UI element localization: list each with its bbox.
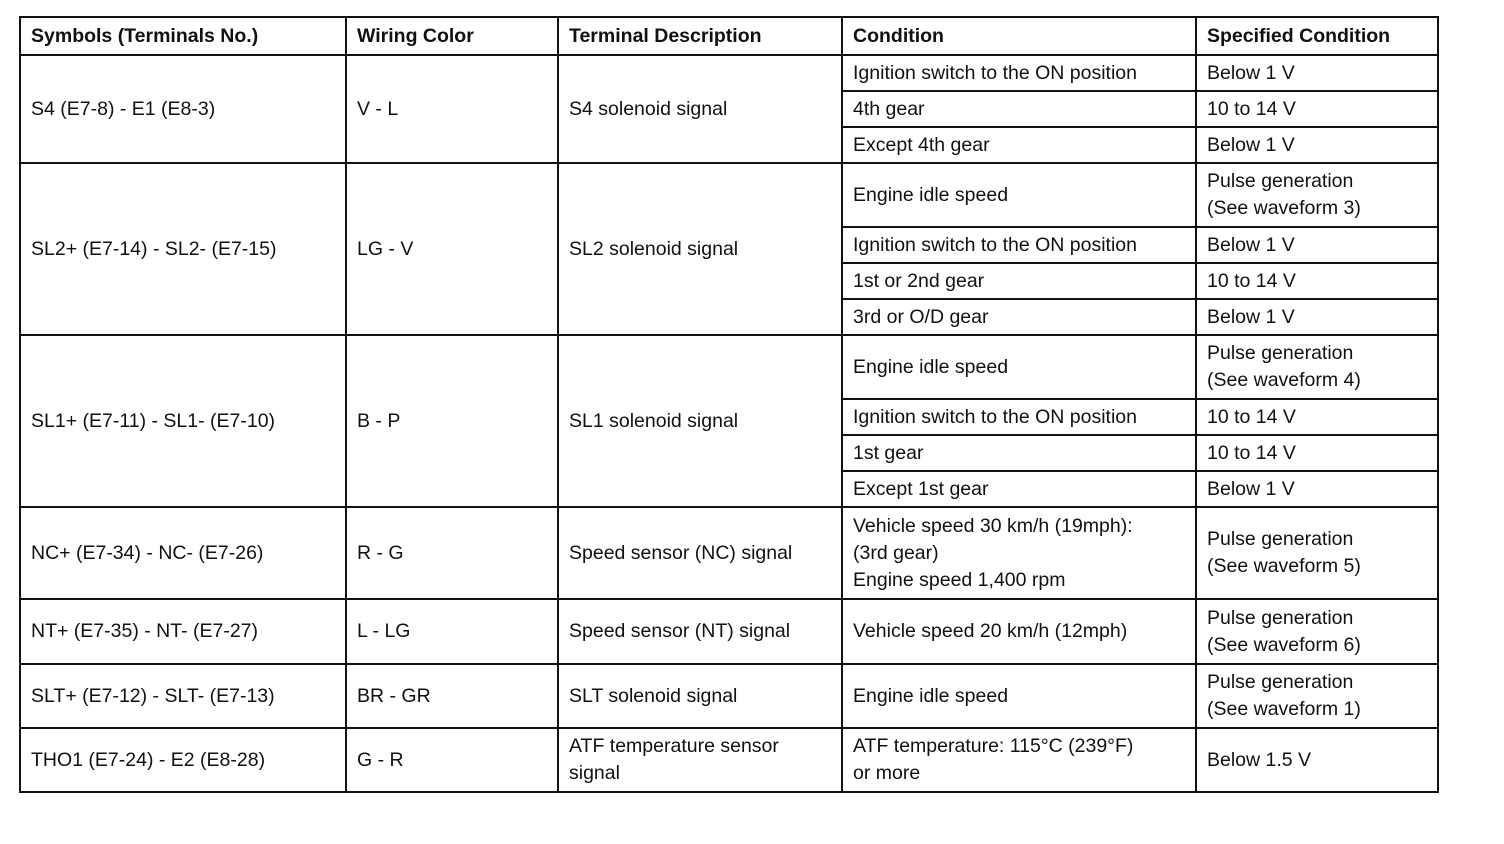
condition-cell: 1st or 2nd gear [842,263,1196,299]
condition-cell: Engine idle speed [842,335,1196,399]
condition-cell: Engine idle speed [842,664,1196,728]
table-row [20,55,1438,91]
terminal-description-cell: SL1 solenoid signal [558,335,842,507]
wiring-color-cell: L - LG [346,599,558,664]
symbol-cell: SLT+ (E7-12) - SLT- (E7-13) [20,664,346,728]
table-header-row [20,17,1438,55]
specified-condition-cell: 10 to 14 V [1196,91,1438,127]
condition-cell: Vehicle speed 20 km/h (12mph) [842,599,1196,664]
wiring-color-cell: BR - GR [346,664,558,728]
table-row [20,335,1438,399]
specified-line: Pulse generation [1207,528,1354,550]
condition-cell [842,507,1196,599]
table-row [20,728,1438,792]
table-row [20,507,1438,599]
table-row [20,664,1438,728]
table-row [20,599,1438,664]
specified-condition-cell: 10 to 14 V [1196,399,1438,435]
condition-cell [842,728,1196,792]
specified-line: (See waveform 5) [1207,555,1361,577]
symbol-cell: SL2+ (E7-14) - SL2- (E7-15) [20,163,346,335]
specified-condition-cell: 10 to 14 V [1196,435,1438,471]
specified-condition-cell [1196,335,1438,399]
table-row [20,163,1438,227]
specified-condition-cell: Below 1.5 V [1196,728,1438,792]
specified-condition-cell [1196,599,1438,664]
wiring-color-cell: LG - V [346,163,558,335]
condition-cell: 4th gear [842,91,1196,127]
description-line: signal [569,762,620,784]
specified-line: (See waveform 1) [1207,698,1361,720]
condition-cell: Ignition switch to the ON position [842,55,1196,91]
terminal-description-cell: S4 solenoid signal [558,55,842,163]
specified-line: (See waveform 6) [1207,633,1361,656]
terminal-description-cell: SL2 solenoid signal [558,163,842,335]
wiring-color-cell: V - L [346,55,558,163]
condition-line: (3rd gear) [853,541,939,564]
condition-line: or more [853,762,921,784]
specified-line: Pulse generation [1207,606,1354,629]
condition-line: ATF temperature: 115°C (239°F) [853,735,1134,757]
symbol-cell: SL1+ (E7-11) - SL1- (E7-10) [20,335,346,507]
header-wiring-color: Wiring Color [346,17,558,55]
specified-condition-cell: Below 1 V [1196,299,1438,335]
specified-condition-cell: Below 1 V [1196,471,1438,507]
wiring-color-cell: G - R [346,728,558,792]
specified-condition-cell: Below 1 V [1196,127,1438,163]
condition-cell: Except 1st gear [842,471,1196,507]
symbol-cell: NT+ (E7-35) - NT- (E7-27) [20,599,346,664]
terminal-description-cell: Speed sensor (NT) signal [558,599,842,664]
terminal-description-cell [558,728,842,792]
terminal-description-cell: Speed sensor (NC) signal [558,507,842,599]
specified-condition-cell: Below 1 V [1196,227,1438,263]
specified-line: Pulse generation [1207,342,1354,364]
condition-line: Vehicle speed 30 km/h (19mph): [853,514,1133,537]
condition-cell: Except 4th gear [842,127,1196,163]
wiring-color-cell: R - G [346,507,558,599]
header-specified-condition: Specified Condition [1196,17,1438,55]
symbol-cell: S4 (E7-8) - E1 (E8-3) [20,55,346,163]
specified-condition-cell: 10 to 14 V [1196,263,1438,299]
condition-cell: Ignition switch to the ON position [842,227,1196,263]
specified-line: Pulse generation [1207,170,1354,192]
ecu-terminal-table [19,16,1439,793]
specified-condition-cell [1196,664,1438,728]
specified-condition-cell [1196,507,1438,599]
terminal-table-container [19,16,1439,793]
specified-line: (See waveform 4) [1207,369,1361,391]
specified-line: Pulse generation [1207,671,1354,693]
header-symbols: Symbols (Terminals No.) [20,17,346,55]
condition-line: Engine speed 1,400 rpm [853,568,1066,591]
specified-line: (See waveform 3) [1207,197,1361,219]
specified-condition-cell [1196,163,1438,227]
header-condition: Condition [842,17,1196,55]
condition-cell: Engine idle speed [842,163,1196,227]
specified-condition-cell: Below 1 V [1196,55,1438,91]
condition-cell: 1st gear [842,435,1196,471]
header-terminal-description: Terminal Description [558,17,842,55]
terminal-description-cell: SLT solenoid signal [558,664,842,728]
condition-cell: 3rd or O/D gear [842,299,1196,335]
symbol-cell: THO1 (E7-24) - E2 (E8-28) [20,728,346,792]
description-line: ATF temperature sensor [569,735,779,757]
condition-cell: Ignition switch to the ON position [842,399,1196,435]
wiring-color-cell: B - P [346,335,558,507]
symbol-cell: NC+ (E7-34) - NC- (E7-26) [20,507,346,599]
